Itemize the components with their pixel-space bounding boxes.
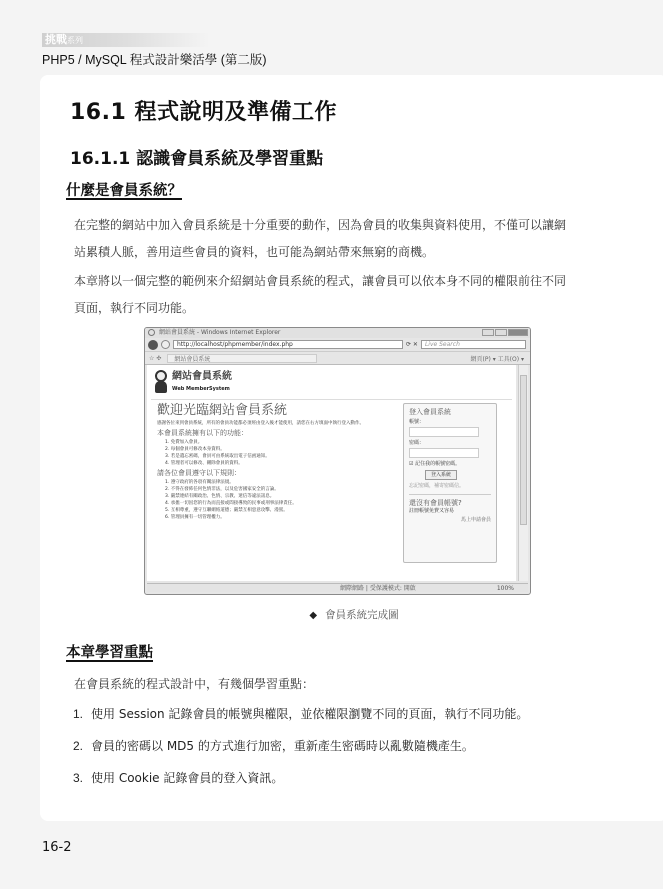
- list-item: [73, 733, 528, 765]
- rule-item: 4. 承擔一切因您的行為而直接或間接導致的民事或刑事法律責任。: [165, 501, 297, 506]
- site-name-en: Web MemberSystem: [172, 386, 230, 392]
- rules-title: 請各位會員遵守以下規則：: [157, 469, 241, 477]
- list-text: 使用 Cookie 記錄會員的登入資訊。: [91, 771, 284, 785]
- checkbox-checked-icon: ☑: [409, 461, 414, 467]
- paragraph-chapter: [74, 268, 634, 322]
- browser-window-title: 網站會員系統 - Windows Internet Explorer: [159, 329, 281, 336]
- login-panel: [403, 403, 497, 563]
- feature-item: 4. 管理者可以修改、刪除會員的資料。: [165, 461, 243, 466]
- figure-browser-screenshot: [144, 327, 531, 595]
- feature-item: 2. 每個會員可修改本身資料。: [165, 447, 225, 452]
- security-zone: 網際網路 | 受保護模式: 開啟: [340, 584, 416, 592]
- page-number: 16-2: [42, 840, 72, 855]
- remember-checkbox: [409, 461, 491, 468]
- scrollbar-thumb: [520, 375, 527, 525]
- list-item: [73, 765, 528, 797]
- browser-content: [147, 365, 516, 581]
- search-box: Live Search: [421, 340, 526, 349]
- paragraph-line: 站累積人脈，善用這些會員的資料，也可能為網站帶來無窮的商機。: [74, 245, 435, 259]
- feature-item: 1. 免費加入會員。: [165, 440, 203, 445]
- section-heading: 16.1 程式說明及準備工作: [70, 100, 337, 125]
- forward-icon: [161, 340, 170, 349]
- series-label-small: 系列: [67, 36, 83, 45]
- browser-scrollbar: [518, 365, 528, 581]
- features-list: [165, 439, 395, 467]
- username-label: 帳號：: [409, 419, 425, 425]
- list-item: [73, 701, 528, 733]
- series-badge: [42, 33, 210, 47]
- series-label: 挑戰: [45, 33, 67, 46]
- rule-item: 5. 互相尊重，遵守互聯網絡道德；嚴禁互相惡意攻擊、漫罵。: [165, 508, 288, 513]
- rule-item: 2. 不得在發佈任何色情非法，以及危害國家安全的言論。: [165, 487, 279, 492]
- paragraph-line: 頁面，執行不同功能。: [74, 301, 195, 315]
- welcome-heading: 歡迎光臨網站會員系統: [157, 403, 288, 418]
- list-text: 會員的密碼以 MD5 的方式進行加密，重新產生密碼時以亂數隨機產生。: [91, 739, 474, 753]
- browser-nav-bar: [145, 338, 530, 351]
- password-label: 密碼：: [409, 440, 425, 446]
- favorites-icon: ☆ ✣: [149, 354, 162, 362]
- diamond-icon: ◆: [309, 610, 318, 621]
- back-icon: [148, 340, 158, 350]
- divider: [409, 494, 491, 495]
- forgot-password-link: 忘記密碼，補寄密碼信。: [409, 483, 465, 489]
- paragraph-line: 在完整的網站中加入會員系統是十分重要的動作，因為會員的收集與資料使用，不僅可以讓網: [74, 218, 567, 232]
- zoom-level: 100%: [496, 584, 514, 592]
- remember-label: 記住我的帳號密碼。: [415, 461, 461, 467]
- browser-tab: 網站會員系統: [167, 354, 317, 363]
- figure-caption-text: 會員系統完成圖: [325, 609, 399, 621]
- login-title: 登入會員系統: [409, 408, 451, 416]
- refresh-stop-icons: ⟳ ✕: [406, 341, 418, 348]
- login-button: 登入系統: [425, 470, 457, 480]
- login-button-row: [409, 470, 491, 480]
- list-number: 3.: [73, 771, 84, 785]
- welcome-intro: 感謝各位來到會員系統，所有的會員功能都必須經由登入後才能使用，請您在右方填面中執行登入動作。: [157, 421, 364, 426]
- register-link: 馬上申請會員: [460, 517, 491, 523]
- rule-item: 3. 嚴禁連結有關政治、色情、宗教、迷信等違法訊息。: [165, 494, 275, 499]
- book-title: PHP5 / MySQL 程式設計樂活學 (第二版): [42, 53, 267, 67]
- window-controls: [482, 329, 528, 336]
- welcome-section: [157, 403, 395, 521]
- topic-heading-learning-points: 本章學習重點: [66, 645, 153, 661]
- password-field: [409, 448, 479, 458]
- list-number: 1.: [73, 707, 84, 721]
- no-account-heading: 還沒有會員帳號?: [409, 499, 462, 507]
- register-hint: 註冊帳號免費又容易: [409, 508, 455, 514]
- member-logo-icon: [155, 370, 169, 396]
- site-name: 網站會員系統: [172, 371, 232, 382]
- username-field: [409, 427, 479, 437]
- feature-item: 3. 若是遺忘密碼，會員可由系統取出電子信函通知。: [165, 454, 270, 459]
- browser-status-bar: [147, 583, 528, 592]
- list-number: 2.: [73, 739, 84, 753]
- features-title: 本會員系統擁有以下的功能：: [157, 429, 248, 437]
- paragraph-intro: [74, 212, 634, 266]
- ie-icon: [148, 329, 155, 336]
- rules-list: [165, 479, 395, 521]
- learning-points-list: [73, 701, 528, 797]
- close-icon: [508, 329, 528, 336]
- browser-title-bar: [145, 328, 530, 338]
- paragraph-line: 本章將以一個完整的範例來介紹網站會員系統的程式，讓會員可以依本身不同的權限前往不同: [74, 274, 567, 288]
- rule-item: 1. 遵守政府的各項有關法律法規。: [165, 480, 234, 485]
- topic-heading-what-is: 什麼是會員系統？: [66, 183, 182, 199]
- paragraph-learning-intro: 在會員系統的程式設計中，有幾個學習重點：: [74, 677, 315, 691]
- toolbar-menus: 網頁(P) ▾ 工具(O) ▾: [470, 355, 524, 363]
- figure-caption: [40, 607, 663, 622]
- divider: [151, 399, 512, 400]
- rule-item: 6. 管理員擁有一切管理權力。: [165, 515, 225, 520]
- address-bar: http://localhost/phpmember/index.php: [173, 340, 403, 349]
- list-text: 使用 Session 記錄會員的帳號與權限，並依權限瀏覽不同的頁面，執行不同功能。: [91, 707, 529, 721]
- subsection-heading: 16.1.1 認識會員系統及學習重點: [70, 149, 324, 169]
- minimize-icon: [482, 329, 494, 336]
- maximize-icon: [495, 329, 507, 336]
- browser-toolbar: [145, 351, 530, 365]
- page-card: [40, 75, 663, 821]
